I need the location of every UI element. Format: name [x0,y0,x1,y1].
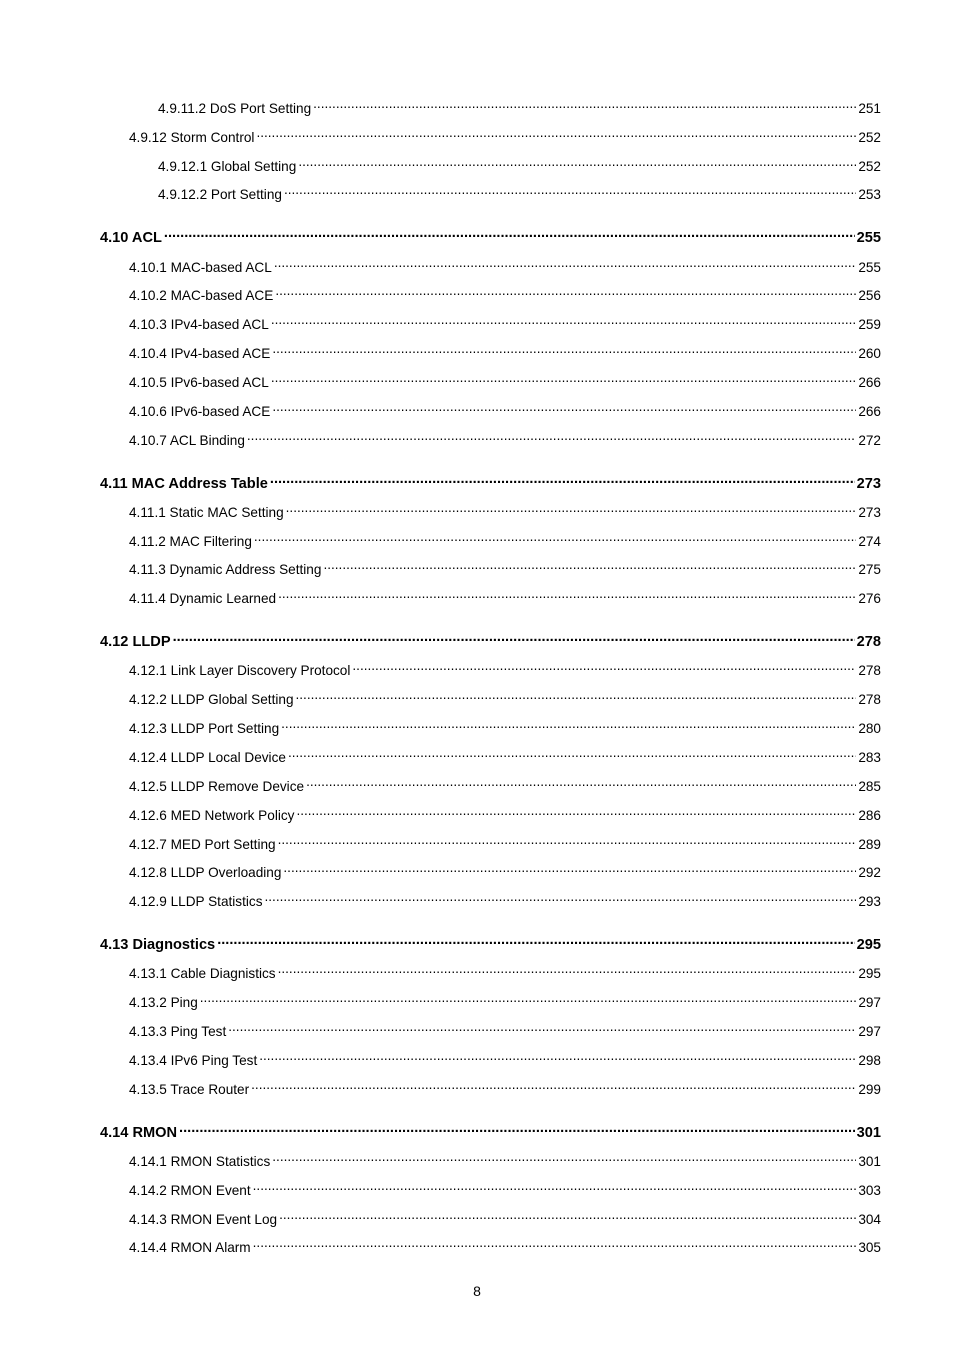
toc-entry[interactable] [129,254,881,275]
toc-entry-title: 4.11 MAC Address Table [100,476,268,492]
toc-entry-page: 259 [858,317,881,332]
toc-section-heading[interactable] [100,224,881,246]
dot-leader [306,773,856,791]
toc-entry-title: 4.13.5 Trace Router [129,1082,250,1097]
dot-leader [272,1148,856,1166]
toc-entry-title: 4.12.6 MED Network Policy [129,808,295,823]
dot-leader [265,888,857,906]
toc-section-heading[interactable] [100,931,881,953]
toc-entry-page: 303 [858,1183,881,1198]
toc-entry[interactable] [129,1018,881,1039]
toc-entry-title: 4.9.12.1 Global Setting [158,159,297,174]
dot-leader [271,311,857,329]
toc-entry-page: 252 [858,159,881,174]
dot-leader [352,657,856,675]
dot-leader [275,282,856,300]
toc-entry-title: 4.13.2 Ping [129,995,198,1010]
toc-entry-page: 297 [858,995,881,1010]
toc-entry-page: 301 [856,1125,881,1141]
toc-entry[interactable] [129,657,881,678]
toc-entry[interactable] [129,888,881,909]
toc-entry-page: 266 [858,375,881,390]
toc-entry-title: 4.10.2 MAC-based ACE [129,288,274,303]
toc-entry[interactable] [129,686,881,707]
dot-leader [272,398,856,416]
toc-entry[interactable] [129,556,881,577]
toc-entry-page: 297 [858,1024,881,1039]
toc-entry[interactable] [158,153,881,174]
toc-entry-title: 4.14.4 RMON Alarm [129,1240,251,1255]
toc-entry-title: 4.12.8 LLDP Overloading [129,865,282,880]
toc-entry-page: 304 [858,1212,881,1227]
toc-entry-title: 4.12.1 Link Layer Discovery Protocol [129,663,351,678]
toc-entry-title: 4.13.3 Ping Test [129,1024,227,1039]
dot-leader [288,744,856,762]
dot-leader [256,124,856,142]
toc-entry-title: 4.14.3 RMON Event Log [129,1212,278,1227]
toc-entry-title: 4.10.1 MAC-based ACL [129,260,272,275]
toc-entry[interactable] [129,773,881,794]
dot-leader [296,802,856,820]
toc-entry-page: 278 [858,692,881,707]
toc-entry[interactable] [129,528,881,549]
toc-entry[interactable] [129,831,881,852]
dot-leader [283,859,856,877]
toc-entry-page: 273 [858,505,881,520]
toc-entry-page: 301 [858,1154,881,1169]
toc-entry[interactable] [129,1076,881,1097]
toc-entry-page: 280 [858,721,881,736]
toc-entry-page: 286 [858,808,881,823]
toc-entry-page: 272 [858,433,881,448]
toc-entry-title: 4.14.2 RMON Event [129,1183,251,1198]
toc-entry-page: 278 [858,663,881,678]
toc-entry[interactable] [129,802,881,823]
toc-entry[interactable] [129,427,881,448]
dot-leader [323,556,856,574]
toc-entry-page: 283 [858,750,881,765]
dot-leader [251,1076,856,1094]
toc-entry-title: 4.9.12 Storm Control [129,130,255,145]
toc-entry-title: 4.10.7 ACL Binding [129,433,245,448]
dot-leader [270,470,855,488]
toc-entry-page: 299 [858,1082,881,1097]
toc-entry-page: 274 [858,534,881,549]
dot-leader [281,715,856,733]
toc-entry-title: 4.12.4 LLDP Local Device [129,750,286,765]
toc-entry[interactable] [129,499,881,520]
dot-leader [173,628,855,646]
toc-entry[interactable] [129,1234,881,1255]
toc-entry-page: 275 [858,562,881,577]
dot-leader [179,1119,855,1137]
dot-leader [247,427,856,445]
dot-leader [298,153,856,171]
toc-entry[interactable] [129,715,881,736]
toc-entry[interactable] [129,282,881,303]
dot-leader [278,585,856,603]
toc-entry-page: 295 [856,937,881,953]
toc-entry[interactable] [129,585,881,606]
toc-entry-page: 260 [858,346,881,361]
dot-leader [286,499,857,517]
toc-entry[interactable] [129,369,881,390]
toc-entry[interactable] [129,1177,881,1198]
toc-entry-title: 4.11.1 Static MAC Setting [129,505,284,520]
toc-entry[interactable] [129,960,881,981]
dot-leader [253,1177,857,1195]
toc-entry-page: 305 [858,1240,881,1255]
toc-entry-page: 266 [858,404,881,419]
toc-entry-page: 251 [858,101,881,116]
dot-leader [164,224,855,242]
toc-entry-page: 253 [858,187,881,202]
dot-leader [217,931,854,949]
toc-entry-title: 4.12.2 LLDP Global Setting [129,692,294,707]
toc-entry[interactable] [129,398,881,419]
dot-leader [274,254,856,272]
dot-leader [200,989,857,1007]
dot-leader [313,95,856,113]
toc-section-heading[interactable] [100,470,881,492]
dot-leader [254,528,856,546]
toc-entry-title: 4.10 ACL [100,230,162,246]
toc-entry[interactable] [129,124,881,145]
toc-entry-page: 255 [856,230,881,246]
toc-entry-title: 4.10.3 IPv4-based ACL [129,317,269,332]
dot-leader [271,369,857,387]
toc-entry[interactable] [158,181,881,202]
toc-entry[interactable] [129,311,881,332]
toc-entry-page: 293 [858,894,881,909]
toc-entry[interactable] [129,989,881,1010]
toc-entry-page: 292 [858,865,881,880]
toc-entry-title: 4.12.9 LLDP Statistics [129,894,263,909]
toc-entry-page: 273 [856,476,881,492]
toc-entry[interactable] [129,744,881,765]
dot-leader [278,960,857,978]
toc-section-heading[interactable] [100,628,881,650]
toc-entry[interactable] [129,859,881,880]
toc-entry-page: 289 [858,837,881,852]
toc-entry-title: 4.11.3 Dynamic Address Setting [129,562,322,577]
toc-entry-title: 4.13.1 Cable Diagnistics [129,966,276,981]
toc-section-heading[interactable] [100,1119,881,1141]
toc-entry-title: 4.13.4 IPv6 Ping Test [129,1053,258,1068]
toc-entry[interactable] [129,1206,881,1227]
dot-leader [272,340,856,358]
toc-entry-page: 252 [858,130,881,145]
toc-entry-title: 4.12.3 LLDP Port Setting [129,721,280,736]
dot-leader [259,1047,856,1065]
toc-entry-page: 285 [858,779,881,794]
dot-leader [279,1206,856,1224]
toc-entry-title: 4.12 LLDP [100,634,171,650]
toc-entry-page: 255 [858,260,881,275]
dot-leader [253,1234,857,1252]
toc-entry-title: 4.10.6 IPv6-based ACE [129,404,271,419]
toc-entry-title: 4.10.4 IPv4-based ACE [129,346,271,361]
toc-entry[interactable] [158,95,881,116]
page-number: 8 [473,1283,481,1299]
toc-entry-title: 4.9.11.2 DoS Port Setting [158,101,312,116]
toc-entry-title: 4.12.7 MED Port Setting [129,837,276,852]
toc-entry[interactable] [129,1148,881,1169]
toc-entry-title: 4.11.2 MAC Filtering [129,534,252,549]
toc-entry-title: 4.14.1 RMON Statistics [129,1154,271,1169]
toc-entry[interactable] [129,340,881,361]
toc-entry-title: 4.9.12.2 Port Setting [158,187,282,202]
dot-leader [278,831,857,849]
dot-leader [228,1018,856,1036]
toc-entry-title: 4.14 RMON [100,1125,178,1141]
toc-entry-title: 4.12.5 LLDP Remove Device [129,779,305,794]
toc-entry-page: 298 [858,1053,881,1068]
toc-entry[interactable] [129,1047,881,1068]
toc-entry-page: 278 [856,634,881,650]
dot-leader [284,181,856,199]
toc-entry-title: 4.13 Diagnostics [100,937,216,953]
toc-entry-title: 4.10.5 IPv6-based ACL [129,375,269,390]
toc-entry-title: 4.11.4 Dynamic Learned [129,591,277,606]
toc-entry-page: 295 [858,966,881,981]
toc-entry-page: 276 [858,591,881,606]
dot-leader [296,686,857,704]
toc-entry-page: 256 [858,288,881,303]
